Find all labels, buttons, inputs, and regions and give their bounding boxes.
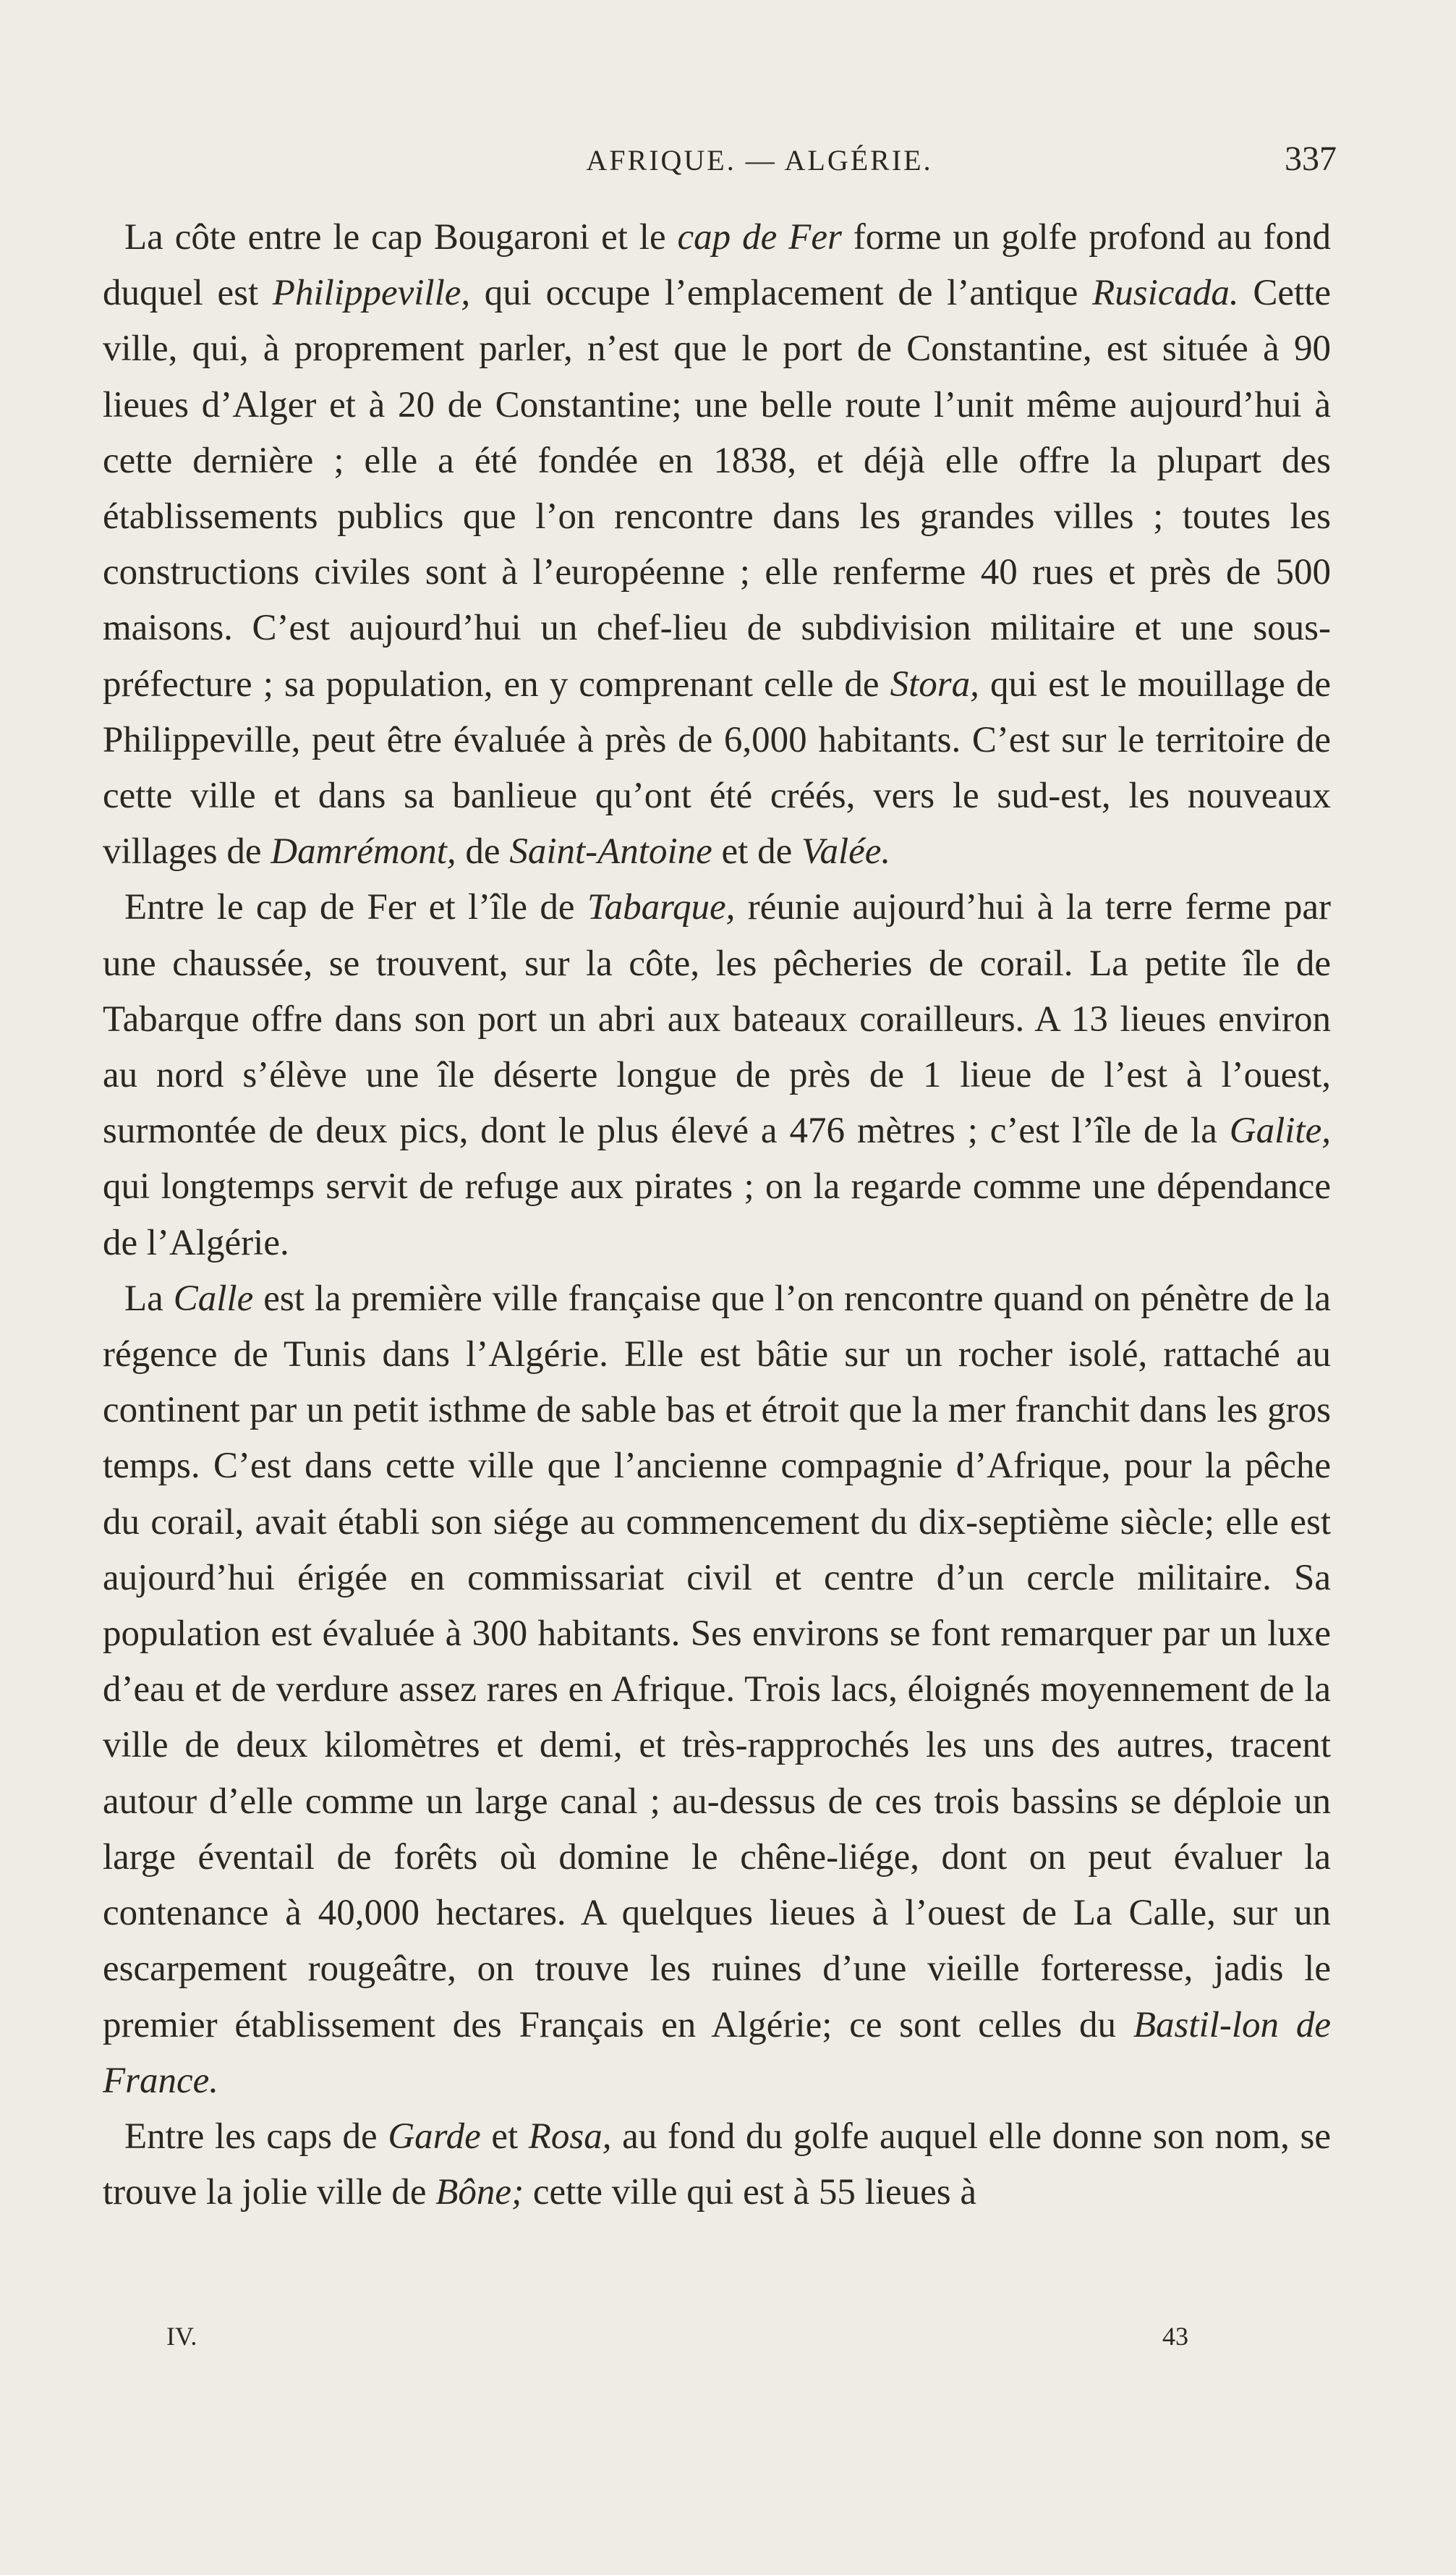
italic-text: Rusicada.: [1092, 273, 1239, 314]
text-run: qui occupe l’emplacement de l’antique: [470, 273, 1093, 314]
italic-text: cap de Fer: [677, 217, 842, 258]
text-run: qui est le mouillage de Philippeville, peut être évaluée à près de 6,000 habitants. C’est sur le territoire de cette ville et dans sa banlieue qu’ont été créés, vers le sud-est, les nouveaux villages de: [103, 663, 1332, 873]
italic-text: Bône;: [435, 2172, 524, 2213]
italic-text: Garde: [388, 2116, 481, 2157]
running-title: AFRIQUE. — ALGÉRIE.: [586, 144, 933, 177]
body-text: [103, 210, 1331, 2220]
page-number: 337: [1285, 140, 1337, 178]
italic-text: Saint-Antoine: [509, 831, 712, 873]
text-run: est la première ville française que l’on rencontre quand on pénètre de la régence de Tunis dans l’Algérie. Elle est bâtie sur un rocher isolé, rattaché au continent par un petit isthme de sable bas et étroit que la mer franchit dans les gros temps. C’est dans cette ville que l’ancienne compagnie d’Afrique, pour la pêche du corail, avait établi son siége au commencement du dix-septième siècle; elle est aujourd’hui érigée en commissariat civil et centre d’un cercle militaire. Sa population est évaluée à 300 habitants. Ses environs se font remarquer par un luxe d’eau et de verdure assez rares en Afrique. Trois lacs, éloignés moyennement de la ville de deux kilomètres et demi, et très-rapprochés les uns des autres, tracent autour d’elle comme un large canal ; au-dessus de ces trois bassins se déploie un large éventail de forêts où domine le chêne-liége, dont on peut évaluer la contenance à 40,000 hectares. A quelques lieues à l’ouest de La Calle, sur un escarpement rougeâtre, on trouve les ruines d’une vieille forteresse, jadis le premier établissement des Français en Algérie; ce sont celles du: [103, 1278, 1331, 2045]
text-run: Entre les caps de: [124, 2116, 388, 2157]
signature-mark: 43: [1162, 2322, 1188, 2351]
italic-text: Philippeville,: [272, 273, 471, 314]
paragraph: [103, 2109, 1331, 2220]
text-run: et: [480, 2116, 529, 2157]
text-run: et de: [712, 831, 801, 873]
paragraph: [103, 1271, 1331, 2109]
text-run: de: [456, 831, 510, 873]
volume-number: IV.: [166, 2322, 197, 2351]
text-run: forme un golfe profond au fond duquel est: [103, 217, 1331, 314]
italic-text: Tabarque,: [587, 887, 736, 928]
italic-text: Valée.: [801, 831, 891, 873]
paragraph: [103, 880, 1331, 1270]
italic-text: Calle: [173, 1278, 254, 1319]
text-run: Cette ville, qui, à proprement parler, n’est que le port de Constantine, est située à 90 lieues d’Alger et à 20 de Constantine; une belle route l’unit même aujourd’hui à cette dernière ; elle a été fondée en 1838, et déjà elle offre la plupart des établissements publics que l’on rencontre dans les grandes villes ; toutes les constructions civiles sont à l’européenne ; elle renferme 40 rues et près de 500 maisons. C’est aujourd’hui un chef-lieu de subdivision militaire et une sous-préfecture ; sa population, en y comprenant celle de: [103, 273, 1331, 705]
text-run: La côte entre le cap Bougaroni et le: [124, 217, 678, 258]
italic-text: Stora,: [890, 663, 979, 705]
italic-text: Bastil-lon de France.: [103, 2004, 1331, 2101]
italic-text: Galite,: [1229, 1111, 1331, 1152]
page-footer: [0, 2321, 1456, 2357]
italic-text: Rosa,: [528, 2116, 612, 2157]
text-run: qui longtemps servit de refuge aux pirates ; on la regarde comme une dépendance de l’Algérie.: [103, 1166, 1331, 1263]
text-run: réunie aujourd’hui à la terre ferme par une chaussée, se trouvent, sur la côte, les pêcheries de corail. La petite île de Tabarque offre dans son port un abri aux bateaux corailleurs. A 13 lieues environ au nord s’élève une île déserte longue de près de 1 lieue de l’est à l’ouest, surmontée de deux pics, dont le plus élevé a 476 mètres ; c’est l’île de la: [103, 887, 1332, 1152]
text-run: cette ville qui est à 55 lieues à: [524, 2172, 977, 2213]
text-run: Entre le cap de Fer et l’île de: [124, 887, 587, 928]
text-run: au fond du golfe auquel elle donne son nom, se trouve la jolie ville de: [103, 2116, 1331, 2213]
page-header: [0, 140, 1456, 187]
italic-text: Damrémont,: [271, 831, 456, 873]
text-run: La: [124, 1278, 174, 1319]
paragraph: [103, 210, 1331, 880]
